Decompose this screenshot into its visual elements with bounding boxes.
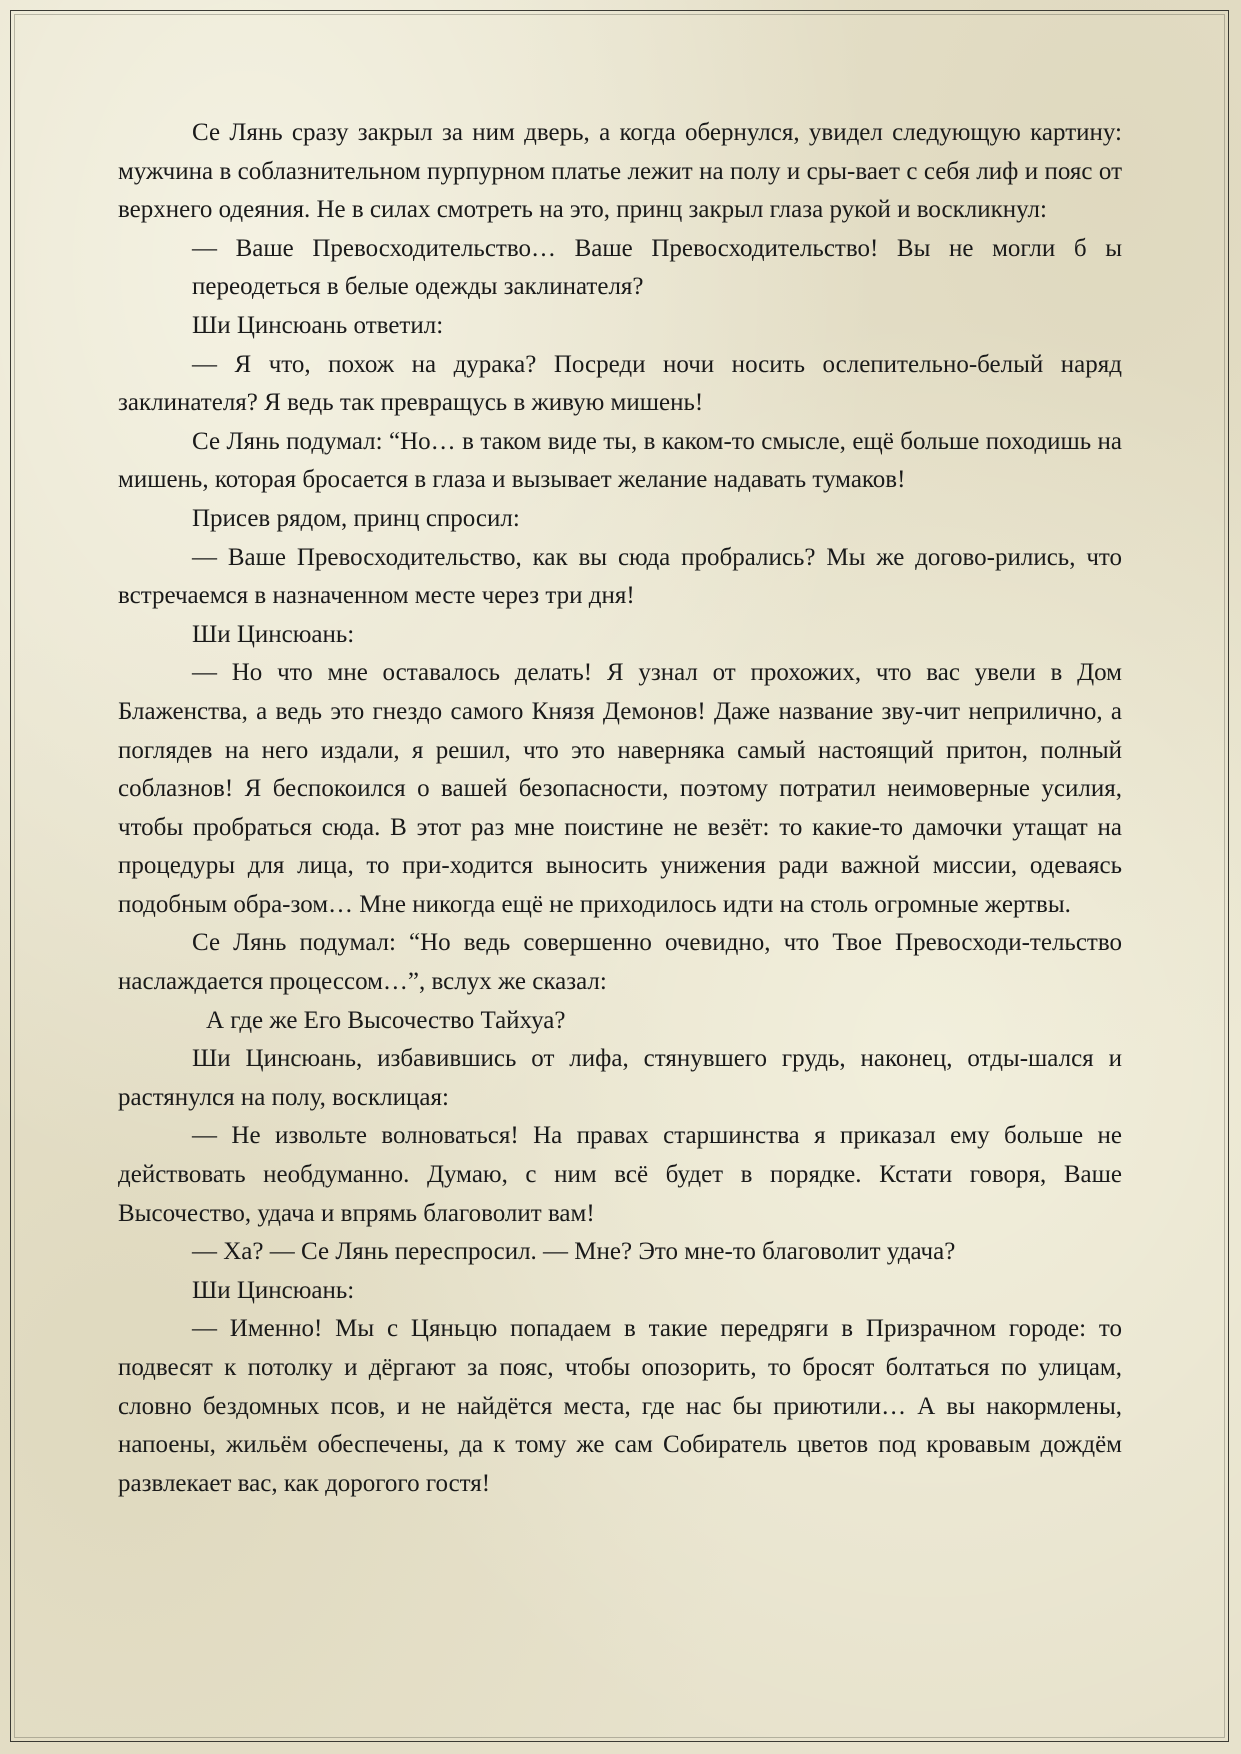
- paragraph: — Не извольте волноваться! На правах старшинства я приказал ему больше не действовать необдуманно. Думаю, с ним всё будет в порядке. Кстати говоря, Ваше Высочество, удача и впрямь благоволит вам!: [118, 1122, 1122, 1227]
- paragraph: — Ха? — Се Лянь переспросил. — Мне? Это мне-то благоволит удача?: [192, 1238, 956, 1266]
- paragraph: — Ваше Превосходительство, как вы сюда пробрались? Мы же догово-рились, что встречаемся в назначенном месте через три дня!: [118, 543, 1122, 610]
- paragraph: Ши Цинсюань:: [192, 620, 355, 648]
- paragraph: А где же Его Высочество Тайхуа?: [206, 1006, 566, 1034]
- paragraph: Се Лянь подумал: “Но… в таком виде ты, в каком-то смысле, ещё больше походишь на мишень, которая бросается в глаза и вызывает желание надавать тумаков!: [118, 427, 1122, 494]
- paragraph: — Я что, похож на дурака? Посреди ночи носить ослепительно-белый наряд заклинателя? Я ведь так превращусь в живую мишень!: [118, 350, 1122, 417]
- paragraph: Се Лянь подумал: “Но ведь совершенно очевидно, что Твое Превосходи-тельство наслаждается процессом…”, вслух же сказал:: [118, 929, 1122, 996]
- paragraph: — Именно! Мы с Цяньцю попадаем в такие передряги в Призрачном городе: то подвесят к потолку и дёргают за пояс, чтобы опозорить, то бросят болтаться по улицам, словно бездомных псов, и не найдётся места, где нас бы приютили… А вы накормлены, напоены, жильём обеспечены, да к тому же сам Собиратель цветов под кровавым дождём развлекает вас, как дорогого гостя!: [118, 1315, 1122, 1497]
- paragraph: Ши Цинсюань, избавившись от лифа, стянувшего грудь, наконец, отды-шался и растянулся на полу, восклицая:: [118, 1045, 1122, 1111]
- paragraph: Ши Цинсюань:: [192, 1276, 355, 1304]
- paragraph: Присев рядом, принц спросил:: [192, 504, 520, 532]
- paragraph: — Ваше Превосходительство… Ваше Превосходительство! Вы не могли б ы переодеться в белые одежды заклинателя?: [192, 234, 1122, 301]
- text-body: [118, 114, 1122, 1503]
- paragraph: Се Лянь сразу закрыл за ним дверь, а когда обернулся, увидел следующую картину: мужчина в соблазнительном пурпурном платье лежит на полу и сры-вает с себя лиф и пояс от верхнего одеяния. Не в силах смотреть на это, принц закрыл глаза рукой и воскликнул:: [118, 119, 1122, 224]
- paragraph: Ши Цинсюань ответил:: [192, 311, 444, 339]
- paragraph: — Но что мне оставалось делать! Я узнал от прохожих, что вас увели в Дом Блаженства, а ведь это гнездо самого Князя Демонов! Даже название зву-чит неприлично, а поглядев на него издали, я решил, что это наверняка самый настоящий притон, полный соблазнов! Я беспокоился о вашей безопасности, поэтому потратил неимоверные усилия, чтобы пробраться сюда. В этот раз мне поистине не везёт: то какие-то дамочки утащат на процедуры для лица, то при-ходится выносить унижения ради важной миссии, одеваясь подобным обра-зом… Мне никогда ещё не приходилось идти на столь огромные жертвы.: [118, 659, 1122, 918]
